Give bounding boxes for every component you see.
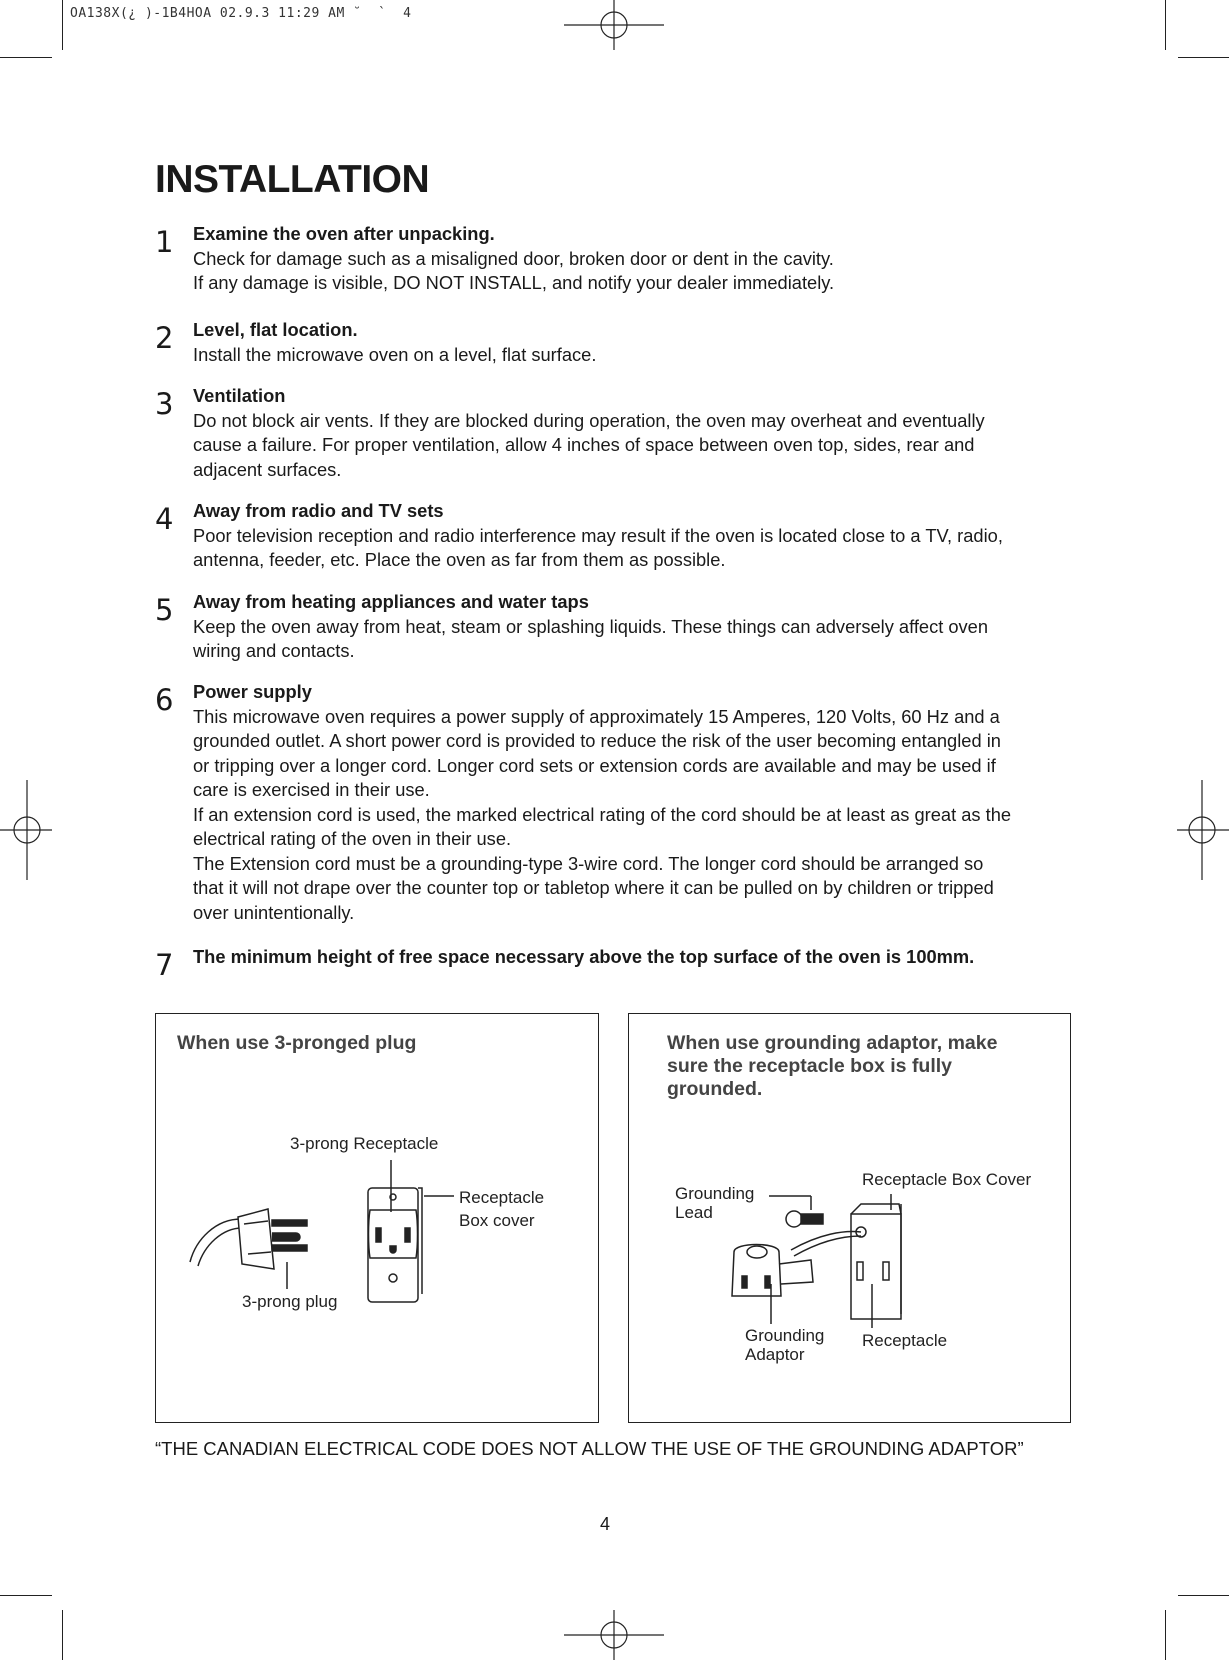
crop-mark <box>62 0 63 50</box>
step-7 <box>155 945 1075 982</box>
crop-mark <box>1178 1595 1229 1596</box>
step-text-line: The Extension cord must be a grounding-type 3-wire cord. The longer cord should be arranged so <box>193 852 984 874</box>
step-text-line: Check for damage such as a misaligned door, broken door or dent in the cavity. <box>193 247 834 269</box>
step-6 <box>155 680 1075 925</box>
step-text-line: antenna, feeder, etc. Place the oven as far from them as possible. <box>193 549 726 570</box>
three-prong-plug-illustration <box>156 1014 600 1424</box>
panel-title: When use 3-pronged plug <box>177 1032 417 1054</box>
crop-mark <box>1165 0 1166 50</box>
crop-mark <box>0 1595 52 1596</box>
canadian-code-note: “THE CANADIAN ELECTRICAL CODE DOES NOT ALLOW THE USE OF THE GROUNDING ADAPTOR” <box>155 1438 1024 1459</box>
step-text-line: This microwave oven requires a power supply of approximately 15 Amperes, 120 Volts, 60 Hz and a <box>193 705 1000 727</box>
grounding-adaptor-panel <box>628 1013 1071 1423</box>
crop-mark <box>1165 1610 1166 1660</box>
step-text-line: cause a failure. For proper ventilation, allow 4 inches of space between oven top, sides, rear and <box>193 434 975 455</box>
box-cover-label: Receptacle Box cover <box>459 1188 545 1230</box>
step-text-line: over unintentionally. <box>193 901 355 923</box>
step-text-line: If any damage is visible, DO NOT INSTALL, and notify your dealer immediately. <box>193 272 835 293</box>
step-number: 4 <box>155 502 174 536</box>
step-3 <box>155 384 1075 482</box>
step-text-line: Keep the oven away from heat, steam or splashing liquids. These things can adversely affect oven <box>193 615 989 637</box>
crop-mark <box>1178 57 1229 58</box>
step-text-line: or tripping over a longer cord. Longer cord sets or extension cords are available and may be used if <box>193 754 996 776</box>
grounding-lead-label: Grounding Lead <box>675 1184 755 1222</box>
step-text-line: electrical rating of the oven in their use. <box>193 828 512 849</box>
page-number: 4 <box>600 1514 611 1534</box>
step-1 <box>155 222 1075 296</box>
step-text-line: that it will not drape over the counter top or tabletop where it can be pulled on by children or tripped <box>193 877 994 898</box>
grounding-adaptor-label: Grounding Adaptor <box>745 1326 825 1364</box>
step-heading: Away from heating appliances and water taps <box>193 591 589 612</box>
step-number: 1 <box>155 225 174 259</box>
step-number: 3 <box>155 387 174 421</box>
step-text-line: If an extension cord is used, the marked electrical rating of the cord should be at least as great as the <box>193 803 1012 825</box>
step-5 <box>155 590 1075 664</box>
crop-mark <box>62 1610 63 1660</box>
step-text-line: Poor television reception and radio interference may result if the oven is located close to a TV, radio, <box>193 524 1003 546</box>
step-heading: Ventilation <box>193 385 286 406</box>
step-heading: Level, flat location. <box>193 319 358 340</box>
step-text-line: Install the microwave oven on a level, flat surface. <box>193 343 597 365</box>
step-heading: Power supply <box>193 681 312 702</box>
step-text-line: Do not block air vents. If they are blocked during operation, the oven may overheat and eventually <box>193 409 985 431</box>
step-heading: Examine the oven after unpacking. <box>193 223 495 244</box>
step-heading: The minimum height of free space necessary above the top surface of the oven is 100mm. <box>193 946 975 967</box>
crop-mark <box>0 57 52 58</box>
step-heading: Away from radio and TV sets <box>193 500 444 521</box>
receptacle-label: 3-prong Receptacle <box>290 1134 439 1153</box>
page-title: INSTALLATION <box>155 158 430 201</box>
step-text-line: wiring and contacts. <box>193 640 355 661</box>
panel-title: When use grounding adaptor, make sure the receptacle box is fully grounded. <box>667 1032 998 1100</box>
step-text-line: grounded outlet. A short power cord is provided to reduce the risk of the user becoming entangled in <box>193 730 1001 751</box>
grounding-adaptor-illustration <box>629 1014 1072 1424</box>
step-2 <box>155 318 1075 367</box>
step-number: 6 <box>155 683 174 717</box>
step-number: 7 <box>155 948 174 982</box>
step-number: 5 <box>155 593 174 627</box>
step-number: 2 <box>155 321 174 355</box>
three-prong-plug-panel <box>155 1013 599 1423</box>
plug-label: 3-prong plug <box>242 1292 338 1311</box>
receptacle-box-cover-label: Receptacle Box Cover <box>862 1170 1032 1189</box>
step-text-line: adjacent surfaces. <box>193 458 342 480</box>
receptacle-label: Receptacle <box>862 1331 948 1350</box>
print-stamp: OA138X(¿ )-1B4HOA 02.9.3 11:29 AM ˘ ` 4 <box>70 6 412 21</box>
step-text-line: care is exercised in their use. <box>193 779 430 800</box>
step-4 <box>155 499 1075 573</box>
